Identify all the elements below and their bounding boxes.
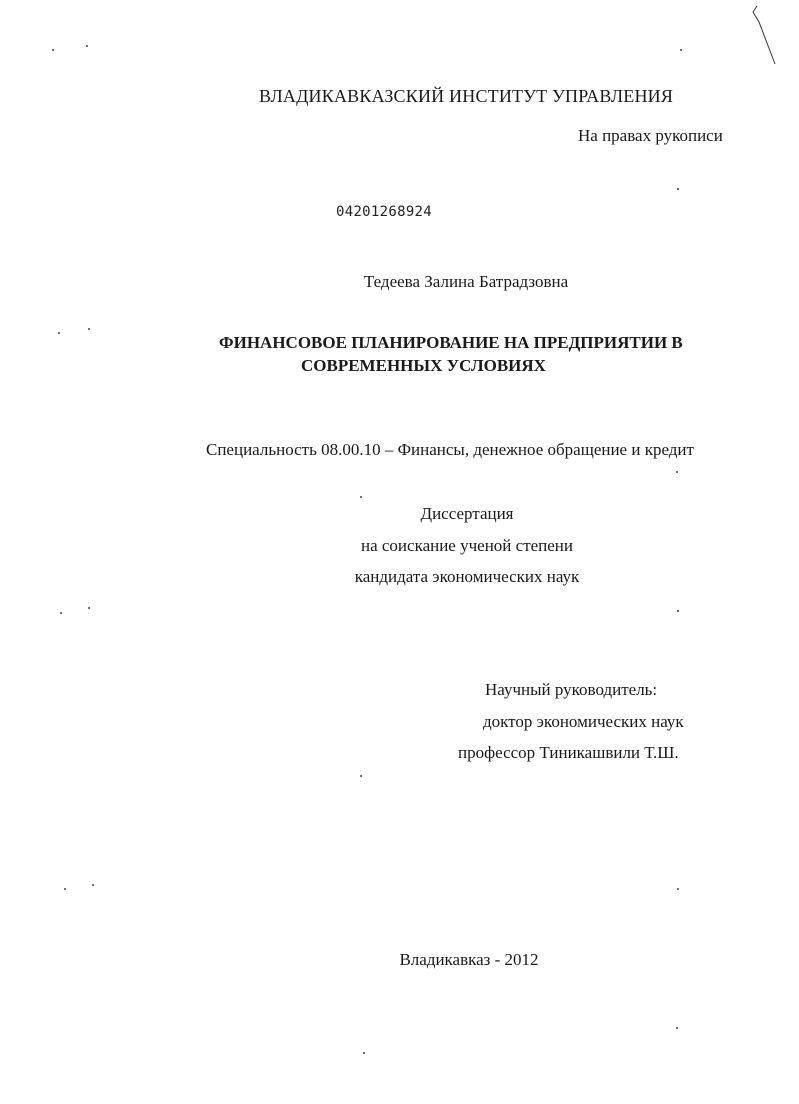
- scan-speck: [52, 49, 54, 51]
- registration-number: 04201268924: [336, 204, 433, 220]
- thesis-title-line-2: СОВРЕМЕННЫХ УСЛОВИЯХ: [301, 356, 546, 375]
- thesis-title-line-1: ФИНАНСОВОЕ ПЛАНИРОВАНИЕ НА ПРЕДПРИЯТИИ В: [219, 333, 683, 352]
- supervisor-degree: доктор экономических наук: [483, 712, 684, 731]
- manuscript-note: На правах рукописи: [578, 126, 723, 145]
- supervisor-name: профессор Тиникашвили Т.Ш.: [458, 743, 679, 762]
- dissertation-label: Диссертация: [420, 504, 514, 523]
- scan-speck: [88, 328, 90, 330]
- specialty-line: Специальность 08.00.10 – Финансы, денежное обращение и кредит: [206, 440, 694, 459]
- degree-purpose: на соискание ученой степени: [360, 536, 574, 555]
- author-name: Тедеева Залина Батрадзовна: [363, 272, 569, 291]
- degree-name: кандидата экономических наук: [354, 567, 580, 586]
- scan-speck: [58, 332, 60, 334]
- scan-speck: [680, 49, 682, 51]
- scan-speck: [676, 471, 678, 473]
- scan-speck: [64, 888, 66, 890]
- scan-speck: [677, 888, 679, 890]
- scan-edge-mark: [745, 0, 799, 80]
- scan-speck: [360, 496, 362, 498]
- scan-speck: [88, 607, 90, 609]
- city-year: Владикавказ - 2012: [399, 950, 539, 969]
- scan-speck: [92, 884, 94, 886]
- scan-speck: [86, 45, 88, 47]
- supervisor-label: Научный руководитель:: [485, 680, 658, 699]
- scan-speck: [363, 1052, 365, 1054]
- scan-speck: [360, 775, 362, 777]
- scan-speck: [676, 1027, 678, 1029]
- institute-name: ВЛАДИКАВКАЗСКИЙ ИНСТИТУТ УПРАВЛЕНИЯ: [258, 86, 674, 106]
- scan-speck: [60, 612, 62, 614]
- scan-speck: [677, 610, 679, 612]
- scan-speck: [677, 188, 679, 190]
